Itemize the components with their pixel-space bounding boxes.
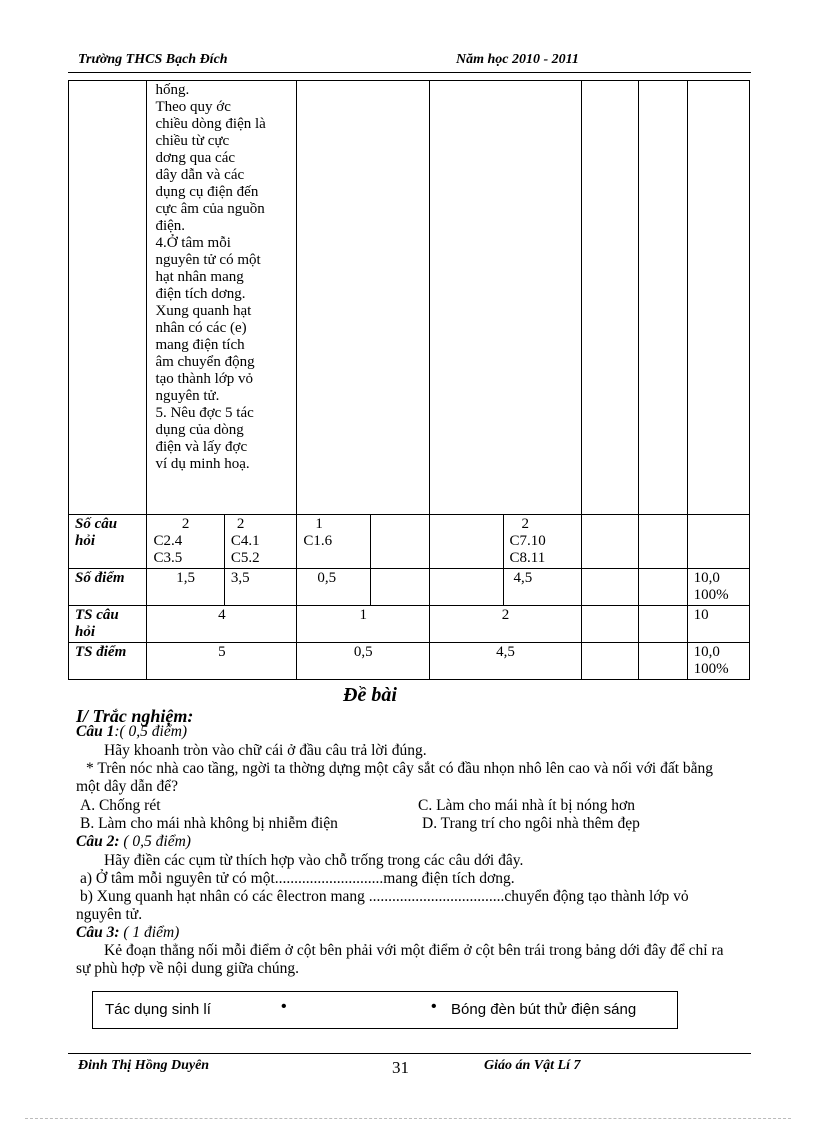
q1-instruction: Hãy khoanh tròn vào chữ cái ở đầu câu trả lời đúng. xyxy=(104,742,427,759)
cell: 10 xyxy=(687,606,749,643)
content-line: 4.Ở tâm mỗi xyxy=(155,235,231,251)
cell-value: C1.6 xyxy=(303,533,333,549)
matching-box xyxy=(92,991,678,1029)
row-ts-diem xyxy=(69,643,750,680)
cell: 4,5 xyxy=(430,643,582,680)
footer-author: Đinh Thị Hồng Duyên xyxy=(78,1058,210,1073)
cell: 0,5 xyxy=(297,643,430,680)
q2-item-a: a) Ở tâm mỗi nguyên tử có một............................mang điện tích dơng. xyxy=(80,870,515,887)
content-line: Xung quanh hạt xyxy=(155,303,252,319)
cell-value: 2 xyxy=(521,516,530,532)
cell xyxy=(147,515,224,569)
content-line: cực âm của nguồn xyxy=(155,201,265,217)
cell xyxy=(581,606,638,643)
page-edge xyxy=(25,1118,791,1119)
q3-heading xyxy=(76,924,179,942)
content-line: nguyên tử có một xyxy=(155,252,261,268)
content-line: dụng cụ điện đến xyxy=(155,184,259,200)
cell xyxy=(581,643,638,680)
cell-value: C4.1 xyxy=(230,533,260,549)
content-line: dơng qua các xyxy=(155,150,236,166)
content-line: dụng của dòng xyxy=(155,422,244,438)
q1-points: :( 0,5 điểm) xyxy=(114,723,188,740)
cell-value: 10,0 xyxy=(693,570,720,586)
header-school-year: Năm học 2010 - 2011 xyxy=(456,52,579,67)
cell xyxy=(687,643,749,680)
cell-value: C5.2 xyxy=(230,550,260,566)
cell xyxy=(581,81,638,515)
q1-heading xyxy=(76,723,187,741)
q1-label: Câu 1 xyxy=(76,723,115,740)
cell-value: 2 xyxy=(236,516,245,532)
matching-left-dot[interactable]: • xyxy=(281,998,287,1015)
cell-value: 100% xyxy=(693,587,729,603)
header-school: Trường THCS Bạch Đích xyxy=(78,52,228,67)
cell xyxy=(639,81,687,515)
content-line: điện và lấy đợc xyxy=(155,439,248,455)
cell xyxy=(639,515,687,569)
content-line: Theo quy ớc xyxy=(155,99,231,115)
cell xyxy=(687,569,749,606)
cell: 4,5 xyxy=(503,569,581,606)
cell-value: 1 xyxy=(315,516,323,532)
cell xyxy=(503,515,581,569)
cell xyxy=(224,515,296,569)
matching-right-item: Bóng đèn bút thử điện sáng xyxy=(451,1001,637,1018)
cell: 0,5 xyxy=(297,569,370,606)
cell xyxy=(639,606,687,643)
content-line: âm chuyển động xyxy=(155,354,255,370)
cell: 1 xyxy=(297,606,430,643)
cell xyxy=(430,515,503,569)
q3-instruction: Kẻ đoạn thẳng nối mỗi điểm ở cột bên phải với một điểm ở cột bên trái trong bảng dới đây để chỉ ra sự phù hợp về nội dung giữa chúng. xyxy=(76,942,724,977)
q3-points: ( 1 điểm) xyxy=(119,924,180,941)
matching-left-item: Tác dụng sinh lí xyxy=(105,1001,211,1018)
q2-points: ( 0,5 điểm) xyxy=(119,833,191,850)
row-label: Số câu hỏi xyxy=(69,515,147,569)
cell-value: 10,0 xyxy=(693,644,720,660)
cell-value: 100% xyxy=(693,661,729,677)
q1-option-b: B. Làm cho mái nhà không bị nhiễm điện xyxy=(80,815,338,832)
content-row xyxy=(69,81,750,515)
cell-value: C2.4 xyxy=(153,533,183,549)
cell xyxy=(370,515,429,569)
row-so-cau-hoi xyxy=(69,515,750,569)
cell: 5 xyxy=(147,643,297,680)
cell xyxy=(430,81,582,515)
q2-heading xyxy=(76,833,191,851)
q2-instruction: Hãy điền các cụm từ thích hợp vào chỗ trống trong các câu dới đây. xyxy=(104,852,524,869)
q2-item-b: b) Xung quanh hạt nhân có các êlectron mang ...................................chuyển động tạo thành lớp vỏ nguyên tử. xyxy=(76,888,689,923)
exam-title: Đề bài xyxy=(343,684,397,706)
cell xyxy=(69,81,147,515)
content-line: nhân có các (e) xyxy=(155,320,247,336)
cell xyxy=(581,569,638,606)
cell-value: 2 xyxy=(181,516,190,532)
content-line: nguyên tử. xyxy=(155,388,220,404)
content-line: hống. xyxy=(155,82,190,98)
content-line: mang điện tích xyxy=(155,337,245,353)
footer-course: Giáo án Vật Lí 7 xyxy=(484,1058,581,1073)
q1-option-d: D. Trang trí cho ngôi nhà thêm đẹp xyxy=(422,815,640,832)
header-rule xyxy=(68,72,751,73)
row-ts-cau-hoi xyxy=(69,606,750,643)
q1-option-a: A. Chống rét xyxy=(80,797,161,814)
content-line: ví dụ minh hoạ. xyxy=(155,456,250,472)
section-heading: I/ Trắc nghiệm: xyxy=(76,706,194,726)
cell: 2 xyxy=(430,606,582,643)
row-label: Số điểm xyxy=(69,569,147,606)
cell xyxy=(430,569,503,606)
content-line: tạo thành lớp vỏ xyxy=(155,371,253,387)
page-number: 31 xyxy=(392,1058,409,1077)
q1-stem: * Trên nóc nhà cao tầng, ngời ta thờng dựng một cây sắt có đầu nhọn nhô lên cao và nối với đất bằng một dây dẫn để? xyxy=(76,760,714,795)
q2-label: Câu 2: xyxy=(76,833,120,850)
content-line: hạt nhân mang xyxy=(155,269,244,285)
cell: 4 xyxy=(147,606,297,643)
content-line: chiều từ cực xyxy=(155,133,230,149)
matching-right-dot[interactable]: • xyxy=(431,998,437,1015)
cell-value: C8.11 xyxy=(509,550,546,566)
matrix-table xyxy=(68,80,750,680)
cell xyxy=(687,81,749,515)
content-cell xyxy=(147,81,297,515)
cell xyxy=(687,515,749,569)
cell xyxy=(297,81,430,515)
cell xyxy=(370,569,429,606)
q1-option-c: C. Làm cho mái nhà ít bị nóng hơn xyxy=(418,797,635,814)
row-label: TS câu hỏi xyxy=(69,606,147,643)
cell xyxy=(639,569,687,606)
cell xyxy=(639,643,687,680)
cell xyxy=(297,515,370,569)
content-line: 5. Nêu đợc 5 tác xyxy=(155,405,254,421)
q3-label: Câu 3: xyxy=(76,924,120,941)
row-label: TS điểm xyxy=(69,643,147,680)
content-line: dây dẫn và các xyxy=(155,167,245,183)
cell-value: C7.10 xyxy=(509,533,546,549)
cell: 3,5 xyxy=(224,569,296,606)
content-lines xyxy=(155,82,292,473)
row-so-diem xyxy=(69,569,750,606)
content-line: điện. xyxy=(155,218,186,234)
cell: 1,5 xyxy=(147,569,224,606)
cell xyxy=(581,515,638,569)
cell-value: C3.5 xyxy=(153,550,183,566)
content-line: điện tích dơng. xyxy=(155,286,246,302)
content-line: chiều dòng điện là xyxy=(155,116,266,132)
footer-rule xyxy=(68,1053,751,1054)
